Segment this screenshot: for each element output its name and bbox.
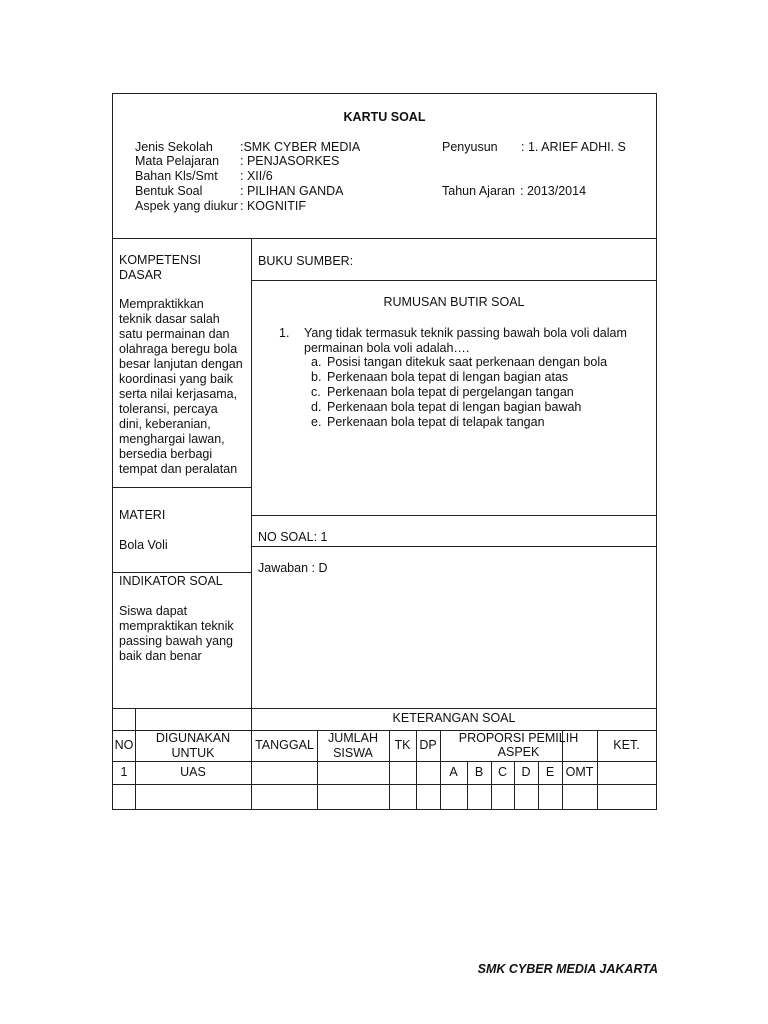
bentuk-soal-label: Bentuk Soal — [135, 184, 203, 198]
indikator-title: INDIKATOR SOAL — [119, 574, 223, 588]
keterangan-soal: KETERANGAN SOAL — [392, 711, 516, 725]
aspek-label: Aspek yang diukur — [135, 199, 238, 213]
text-line: baik dan benar — [119, 649, 202, 663]
option-letter: a. — [311, 355, 322, 369]
jenis-sekolah-value: :SMK CYBER MEDIA — [240, 140, 361, 154]
rumusan-title: RUMUSAN BUTIR SOAL — [383, 295, 525, 309]
sub-header-b: B — [474, 765, 484, 779]
sub-header-e: E — [545, 765, 555, 779]
kompetensi-title: KOMPETENSI — [119, 253, 201, 267]
row-digunakan: UAS — [180, 765, 206, 779]
col-header-jumlah: SISWA — [333, 746, 373, 760]
text-line: tempat dan peralatan — [119, 462, 238, 476]
materi-value: Bola Voli — [119, 538, 168, 552]
text-line: passing bawah yang — [119, 634, 233, 648]
col-header-tk: TK — [394, 738, 411, 752]
card-title: KARTU SOAL — [343, 110, 426, 124]
text-line: dini, keberanian, — [119, 417, 211, 431]
no-soal: NO SOAL: 1 — [258, 530, 328, 544]
text-line: Mempraktikkan — [119, 297, 204, 311]
option-letter: e. — [311, 415, 322, 429]
option-text: Perkenaan bola tepat di pergelangan tangan — [327, 385, 574, 399]
bentuk-soal-value: : PILIHAN GANDA — [240, 184, 344, 198]
option-text: Perkenaan bola tepat di telapak tangan — [327, 415, 545, 429]
col-header-digunakan: DIGUNAKAN — [155, 731, 231, 745]
option-text: Posisi tangan ditekuk saat perkenaan dengan bola — [327, 355, 608, 369]
buku-sumber: BUKU SUMBER: — [258, 254, 354, 268]
option-letter: d. — [311, 400, 322, 414]
bahan-value: : XII/6 — [240, 169, 273, 183]
tahun-ajaran-value: : 2013/2014 — [520, 184, 587, 198]
sub-header-omt: OMT — [565, 765, 594, 779]
kompetensi-text — [119, 297, 251, 477]
text-line: olahraga beregu bola — [119, 342, 238, 356]
jenis-sekolah-label: Jenis Sekolah — [135, 140, 213, 154]
text-line: Siswa dapat — [119, 604, 188, 618]
aspek-value: : KOGNITIF — [240, 199, 306, 213]
divider — [113, 238, 656, 239]
text-line: toleransi, percaya — [119, 402, 218, 416]
divider — [113, 708, 656, 709]
footer-school: SMK CYBER MEDIA JAKARTA — [477, 962, 658, 976]
mata-pelajaran-value: : PENJASORKES — [240, 154, 340, 168]
divider — [252, 546, 656, 547]
col-header-no: NO — [114, 738, 134, 752]
sub-header-a: A — [449, 765, 458, 779]
question-text: permainan bola voli adalah…. — [304, 341, 470, 355]
indikator-text — [119, 604, 251, 664]
col-header-digunakan: UNTUK — [171, 746, 215, 760]
divider — [113, 784, 656, 785]
col-header-tanggal: TANGGAL — [255, 738, 314, 752]
text-line: teknik dasar salah — [119, 312, 220, 326]
option-text: Perkenaan bola tepat di lengan bagian atas — [327, 370, 569, 384]
question-text: Yang tidak termasuk teknik passing bawah bola voli dalam — [304, 326, 627, 340]
col-header-ket: KET. — [613, 738, 640, 752]
text-line: menghargai lawan, — [119, 432, 225, 446]
divider — [252, 280, 656, 281]
text-line: besar lanjutan dengan — [119, 357, 243, 371]
col-header-proporsi: ASPEK — [497, 745, 540, 759]
materi-title: MATERI — [119, 508, 166, 522]
col-header-dp: DP — [419, 738, 437, 752]
penyusun-value: : 1. ARIEF ADHI. S — [521, 140, 626, 154]
option-text: Perkenaan bola tepat di lengan bagian bawah — [327, 400, 582, 414]
row-no: 1 — [120, 765, 128, 779]
text-line: serta nilai kerjasama, — [119, 387, 238, 401]
mata-pelajaran-label: Mata Pelajaran — [135, 154, 220, 168]
sub-header-c: C — [497, 765, 508, 779]
sub-header-d: D — [521, 765, 531, 779]
col-header-proporsi: PROPORSI PEMILIH — [458, 731, 579, 745]
option-letter: c. — [311, 385, 321, 399]
bahan-label: Bahan Kls/Smt — [135, 169, 218, 183]
option-letter: b. — [311, 370, 322, 384]
jawaban: Jawaban : D — [258, 561, 328, 575]
divider — [113, 487, 252, 488]
text-line: mempraktikan teknik — [119, 619, 234, 633]
text-line: koordinasi yang baik — [119, 372, 233, 386]
kompetensi-title: DASAR — [119, 268, 163, 282]
divider — [252, 515, 656, 516]
tahun-ajaran-label: Tahun Ajaran — [442, 184, 515, 198]
question-card — [112, 93, 657, 810]
penyusun-label: Penyusun — [442, 140, 498, 154]
text-line: bersedia berbagi — [119, 447, 213, 461]
divider — [113, 761, 656, 762]
text-line: satu permainan dan — [119, 327, 230, 341]
col-header-jumlah: JUMLAH — [327, 731, 378, 745]
question-number: 1. — [279, 326, 290, 340]
divider — [113, 572, 252, 573]
